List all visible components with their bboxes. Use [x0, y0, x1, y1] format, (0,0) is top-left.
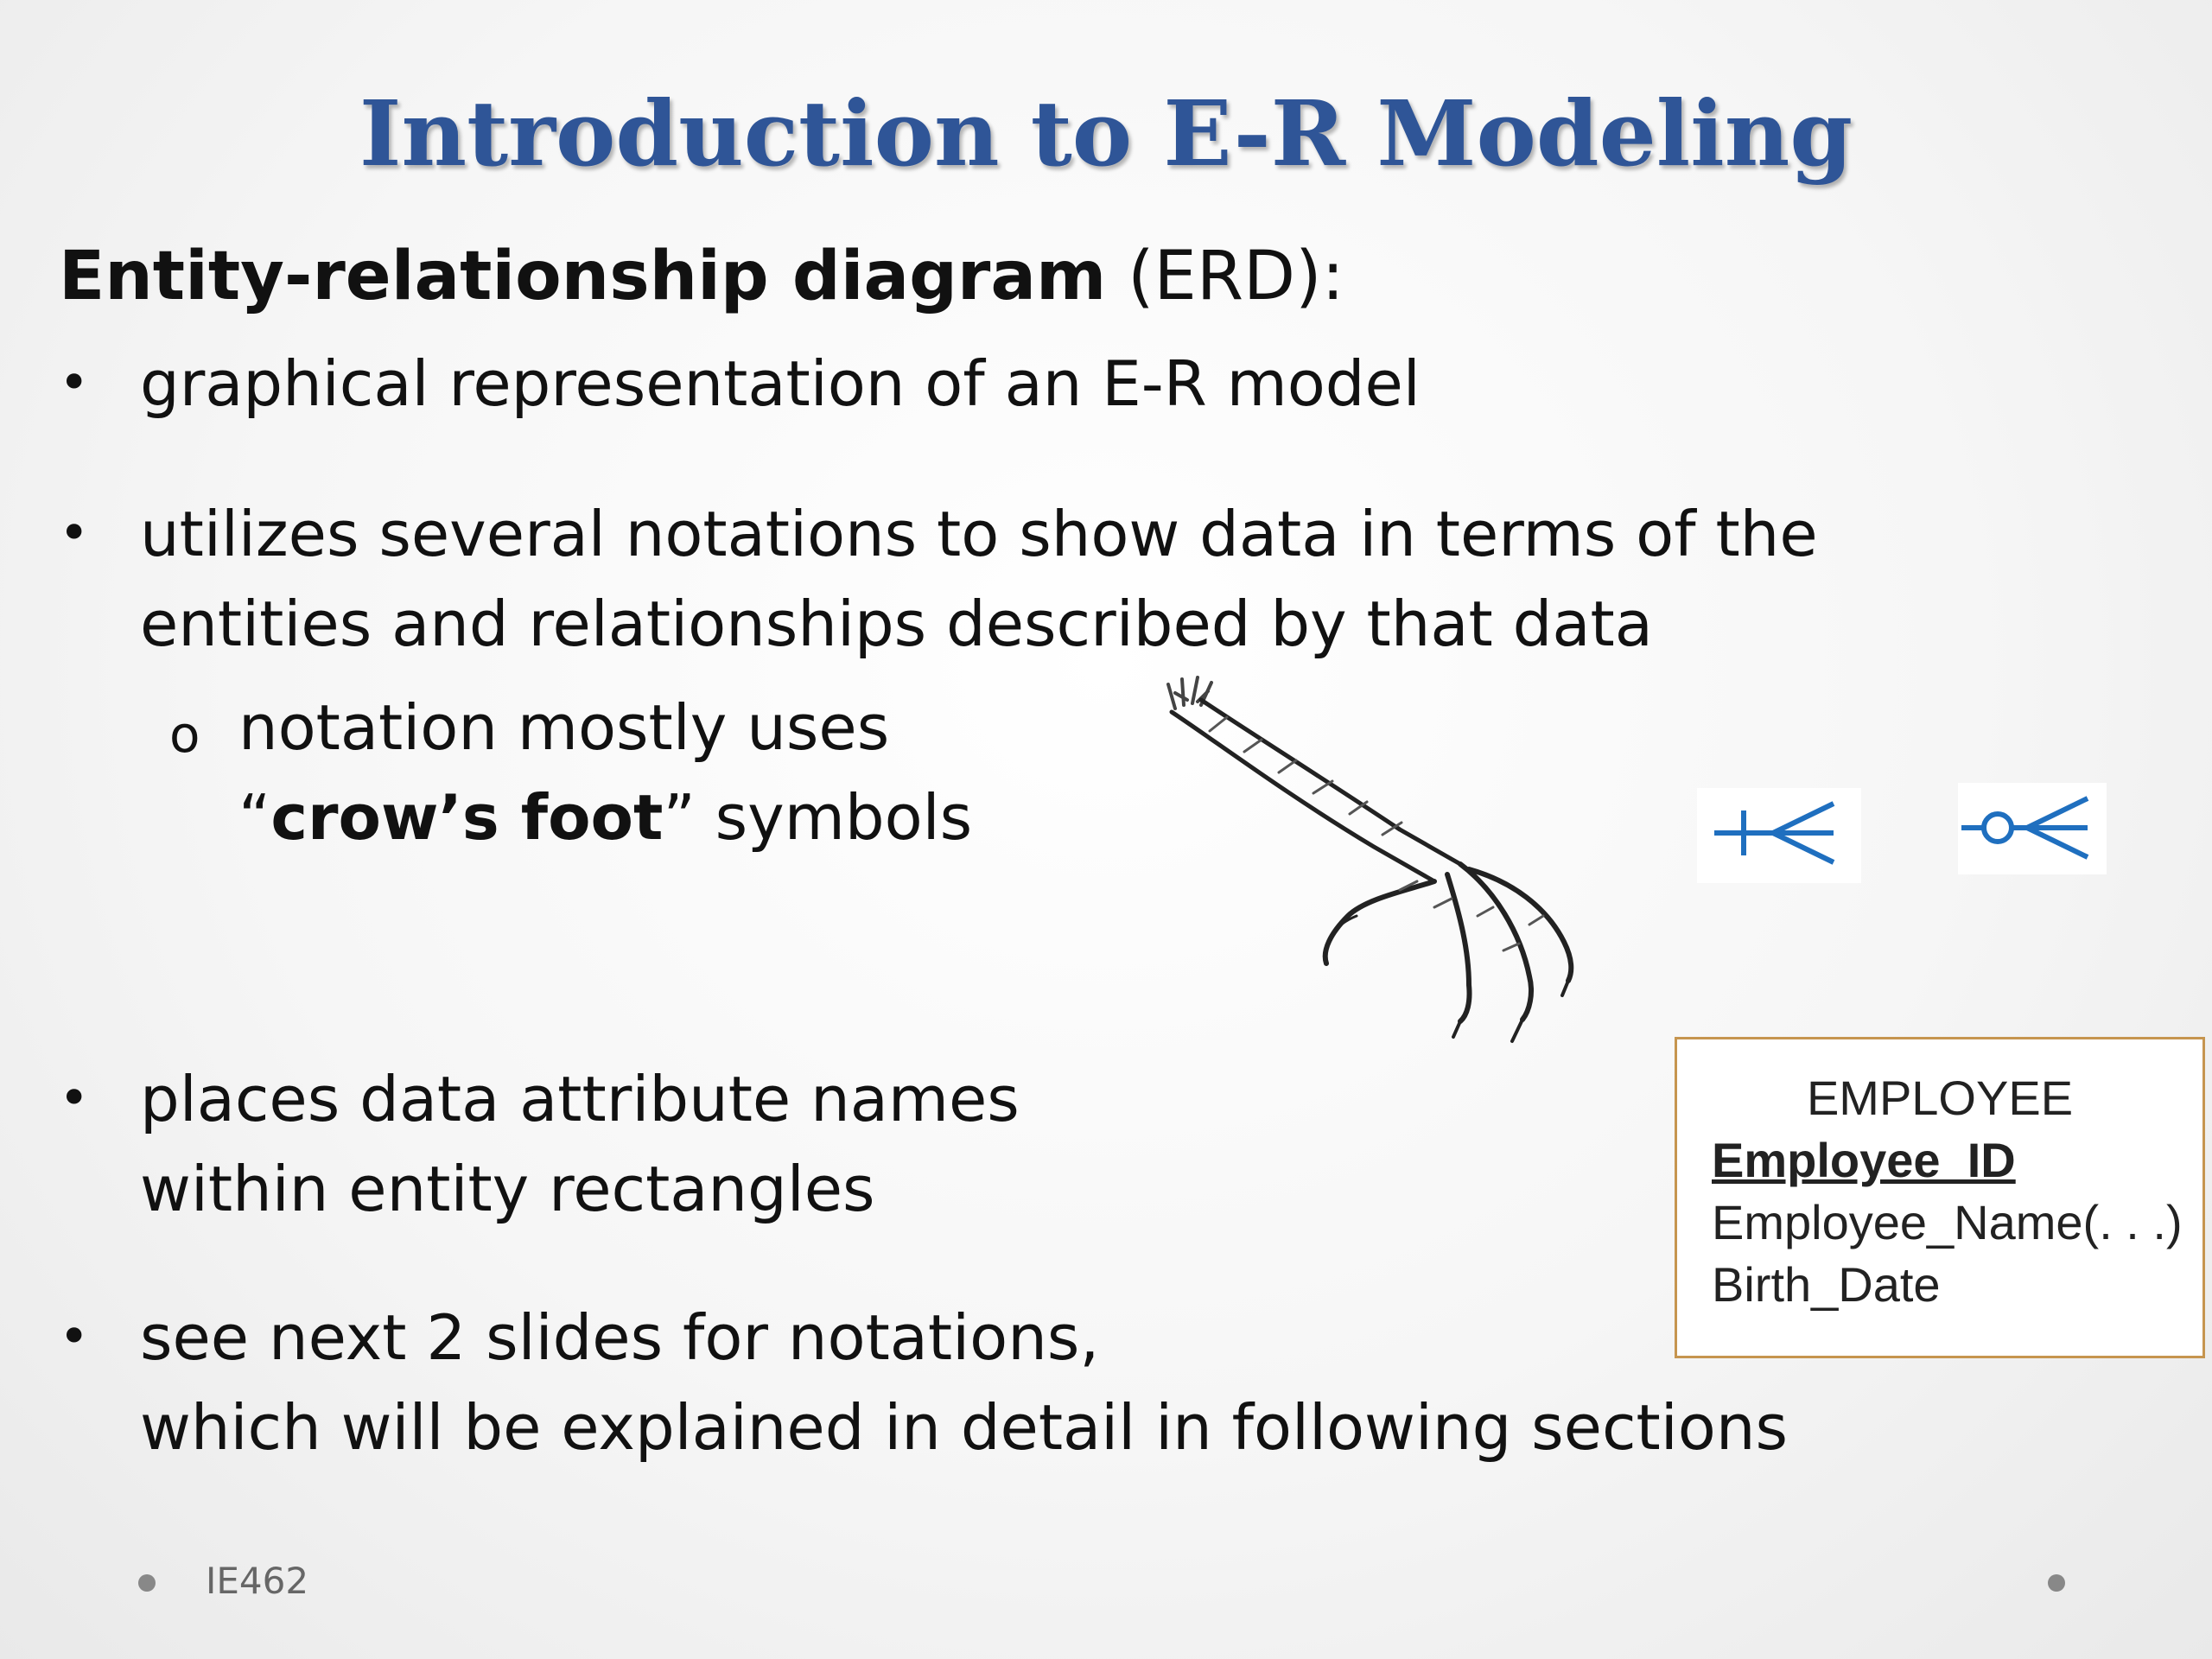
one-or-many-icon — [1697, 788, 1861, 883]
entity-primary-key: Employee_ID — [1712, 1133, 2016, 1187]
heading-bold: Entity-relationship diagram — [59, 238, 1107, 315]
bullet-marker: • — [59, 353, 90, 413]
bullet-marker: • — [59, 1068, 90, 1128]
sub-bullet-marker: o — [169, 705, 200, 764]
bullet-2-line-2: entities and relationships described by that data — [140, 588, 1653, 660]
erd-heading — [59, 229, 1344, 324]
footer-label: IE462 — [206, 1560, 309, 1602]
bullet-3-line-2: within entity rectangles — [140, 1153, 875, 1225]
bullet-marker: • — [59, 1306, 90, 1367]
bullet-1-line-1: graphical representation of an E-R model — [140, 347, 1421, 420]
employee-entity — [1675, 1037, 2205, 1358]
heading-rest: (ERD): — [1106, 238, 1344, 315]
sub-bullet-line-2 — [238, 772, 972, 862]
sub-bullet-line-1: notation mostly uses — [238, 691, 890, 764]
symbols-text: ” symbols — [663, 781, 973, 854]
slide-title: Introduction to E-R Modeling — [359, 80, 1853, 187]
crow-foot-illustration — [1149, 674, 1616, 1054]
entity-attribute: Employee_Name(. . .) — [1712, 1195, 2183, 1249]
bullet-3-line-1: places data attribute names — [140, 1063, 1020, 1135]
footer-dot-right — [2048, 1574, 2065, 1592]
zero-or-many-symbol-box — [1958, 783, 2107, 874]
bullet-marker: • — [59, 503, 90, 563]
bullet-2-line-1: utilizes several notations to show data in terms of the — [140, 498, 1818, 570]
entity-attribute: Birth_Date — [1712, 1257, 1941, 1312]
zero-or-many-icon — [1958, 783, 2107, 874]
bullet-4-line-1: see next 2 slides for notations, — [140, 1301, 1100, 1374]
bullet-4-line-2: which will be explained in detail in following sections — [140, 1391, 1788, 1464]
open-quote: “ — [238, 781, 271, 854]
footer-dot-left — [138, 1574, 156, 1592]
entity-name: EMPLOYEE — [1806, 1071, 2074, 1125]
crows-foot-bold: crow’s foot — [270, 781, 664, 854]
one-or-many-symbol-box — [1697, 788, 1861, 883]
